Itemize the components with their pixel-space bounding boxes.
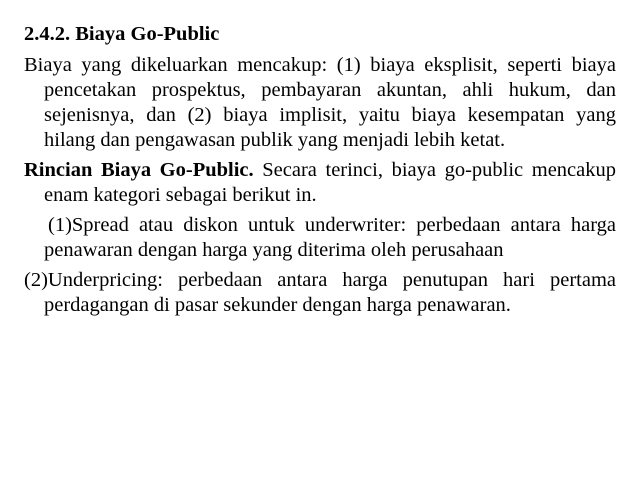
paragraph-cost-details-text: Secara terinci, biaya go-public mencakup enam kategori sebagai berikut in. (44, 159, 617, 206)
paragraph-go-public-costs: Biaya yang dikeluarkan mencakup: (1) biaya eksplisit, seperti biaya pencetakan prospektus, pembayaran akuntan, ahli hukum, dan sejenisnya, dan (2) biaya implisit, yaitu biaya kesempatan yang hilang dan pengawasan publik yang menjadi lebih ketat. (24, 54, 616, 151)
paragraph-cost-details-lead: Rincian Biaya Go-Public. (24, 159, 254, 181)
paragraph-cost-details (24, 158, 616, 208)
list-item-spread-text: (1)Spread atau diskon untuk underwriter: perbedaan antara harga penawaran dengan harga yang diterima oleh perusahaan (44, 214, 616, 261)
list-item-underpricing: (2)Underpricing: perbedaan antara harga penutupan hari pertama perdagangan di pasar sekunder dengan harga penawaran. (24, 269, 616, 316)
list-item-spread (24, 213, 616, 263)
section-heading: 2.4.2. Biaya Go-Public (24, 23, 220, 45)
slide-content (24, 20, 616, 318)
